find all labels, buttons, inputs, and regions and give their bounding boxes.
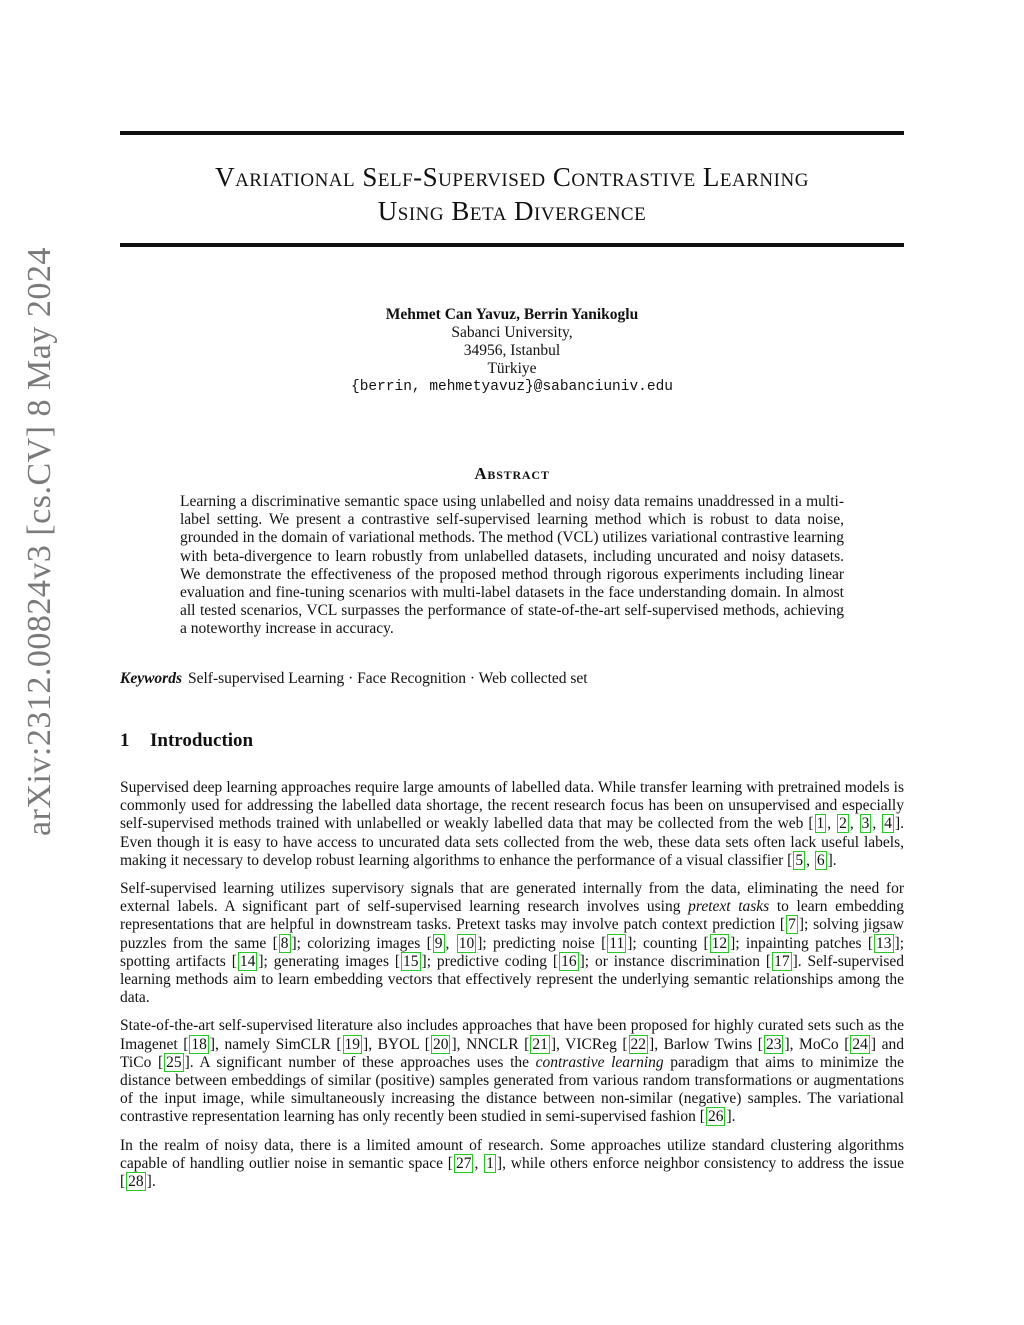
paper-title-line-1: Variational Self-Supervised Contrastive Learning (215, 162, 809, 192)
section-title: Introduction (150, 730, 254, 751)
citation-link[interactable]: 6 (816, 851, 825, 869)
keywords-line (120, 670, 904, 688)
citation-link[interactable]: 4 (884, 815, 892, 833)
paragraph: State-of-the-art self-supervised literature also includes approaches that have been proposed for highly curated sets such as the Imagenet [ 18 ], namely SimCLR [ 19 ], BYOL [ 20 ], NNCLR [ 21 ], VICReg [ 22 ], Barlow Twins [ 23 ], MoCo [ 24 ] and TiCo [ 25 ]. A significant number of these approaches uses the contrastive learning paradigm that aims to minimize the distance between embeddings of similar (positive) samples generated from various random transformations or augmentations of the input image, while simultaneously increasing the distance between non-similar (negative) samples. The variational contrastive representation learning has only recently been studied in semi-supervised fashion [ 26 ]. (120, 1017, 905, 1126)
citation-link[interactable]: 18 (191, 1035, 207, 1053)
emphasis-term: pretext tasks (688, 898, 770, 916)
paragraph: Supervised deep learning approaches require large amounts of labelled data. While transfer learning with pretrained models is commonly used for addressing the labelled data shortage, the recent research focus has been on unsupervised and especially self-supervised methods trained with unlabelled or weakly labelled data that may be collected from the web [ 1 , 2 , 3 , 4 ]. Even though it is easy to have access to uncurated data sets collected from the web, these data sets often lack useful labels, making it necessary to develop robust learning algorithms to enhance the performance of a visual classifier [ 5 , 6 ]. (120, 779, 905, 869)
citation-link[interactable]: 8 (280, 934, 289, 952)
citation-link[interactable]: 23 (765, 1035, 782, 1053)
affiliation-line-1: Sabanci University, (451, 324, 573, 341)
citation-link[interactable]: 5 (795, 851, 804, 869)
paragraph: Self-supervised learning utilizes supervisory signals that are generated internally from the data, eliminating the need for external labels. A significant part of self-supervised learning research involves using pretext tasks to learn embedding representations that are helpful in downstream tasks. Pretext tasks may involve patch context prediction [ 7 ]; solving jigsaw puzzles from the same [ 8 ]; colorizing images [ 9 , 10 ]; predicting noise [ 11 ]; counting [ 12 ]; inpainting patches [ 13 ]; spotting artifacts [ 14 ]; generating images [ 15 ]; predictive coding [ 16 ]; or instance discrimination [ 17 ]. Self-supervised learning methods aim to learn embedding vectors that effectively represent the underlying semantic relationships among the data. (120, 880, 905, 1007)
citation-link[interactable]: 15 (403, 952, 419, 970)
paper-title-line-2: Using Beta Divergence (377, 196, 647, 226)
citation-link[interactable]: 3 (861, 815, 870, 833)
citation-link[interactable]: 21 (532, 1035, 548, 1053)
emphasis-term: contrastive learning (535, 1053, 664, 1071)
citation-link[interactable]: 26 (707, 1108, 724, 1126)
arxiv-identifier: arXiv:2312.00824v3 [cs.CV] 8 May 2024 (21, 247, 58, 836)
citation-link[interactable]: 12 (711, 934, 728, 952)
citation-link[interactable]: 22 (630, 1035, 647, 1053)
section-heading-introduction (120, 730, 253, 752)
author-email: {berrin, mehmetyavuz}@sabanciuniv.edu (351, 379, 673, 395)
paragraph: In the realm of noisy data, there is a limited amount of research. Some approaches utilize standard clustering algorithms capable of handling outlier noise in semantic space [ 27 , 1 ], while others enforce neighbor consistency to address the issue [ 28 ]. (120, 1136, 904, 1191)
affiliation-line-2: 34956, Istanbul (463, 342, 561, 359)
citation-link[interactable]: 20 (432, 1035, 449, 1053)
citation-link[interactable]: 13 (876, 934, 892, 952)
citation-link[interactable]: 1 (486, 1154, 494, 1172)
citation-link[interactable]: 1 (816, 815, 825, 833)
abstract-heading: Abstract (474, 464, 550, 483)
author-names: Mehmet Can Yavuz, Berrin Yanikoglu (385, 306, 639, 323)
citation-link[interactable]: 17 (774, 952, 790, 970)
affiliation-line-3: Türkiye (487, 360, 537, 377)
title-rule-top (120, 131, 904, 135)
introduction-body (120, 779, 904, 1201)
abstract-text: Learning a discriminative semantic space using unlabelled and noisy data remains unaddressed in a multi-label setting. We present a contrastive self-supervised learning method which is robust to data noise, grounded in the domain of variational methods. The method (VCL) utilizes variational contrastive learning with beta-divergence to learn robustly from unlabelled datasets, including uncurated and noisy datasets. We demonstrate the effectiveness of the proposed method through rigorous experiments including linear evaluation and fine-tuning scenarios with multi-label datasets in the face understanding domain. In almost all tested scenarios, VCL surpasses the performance of state-of-the-art self-supervised methods, achieving a noteworthy increase in accuracy. (180, 493, 844, 638)
citation-link[interactable]: 10 (458, 934, 475, 952)
citation-link[interactable]: 7 (788, 916, 796, 934)
citation-link[interactable]: 9 (434, 934, 443, 952)
section-number: 1 (120, 730, 130, 751)
citation-link[interactable]: 24 (852, 1035, 868, 1053)
citation-link[interactable]: 27 (455, 1154, 472, 1172)
keywords-label: Keywords (120, 670, 182, 687)
citation-link[interactable]: 14 (239, 952, 256, 970)
citation-link[interactable]: 2 (839, 815, 847, 833)
title-rule-bottom (120, 243, 904, 247)
author-block (120, 306, 904, 396)
paper-title (120, 160, 904, 228)
keywords-text: Self-supervised Learning · Face Recognition · Web collected set (188, 670, 588, 687)
citation-link[interactable]: 19 (344, 1035, 361, 1053)
citation-link[interactable]: 11 (609, 934, 625, 952)
citation-link[interactable]: 25 (166, 1053, 182, 1071)
citation-link[interactable]: 16 (561, 952, 577, 970)
citation-link[interactable]: 28 (128, 1173, 144, 1191)
